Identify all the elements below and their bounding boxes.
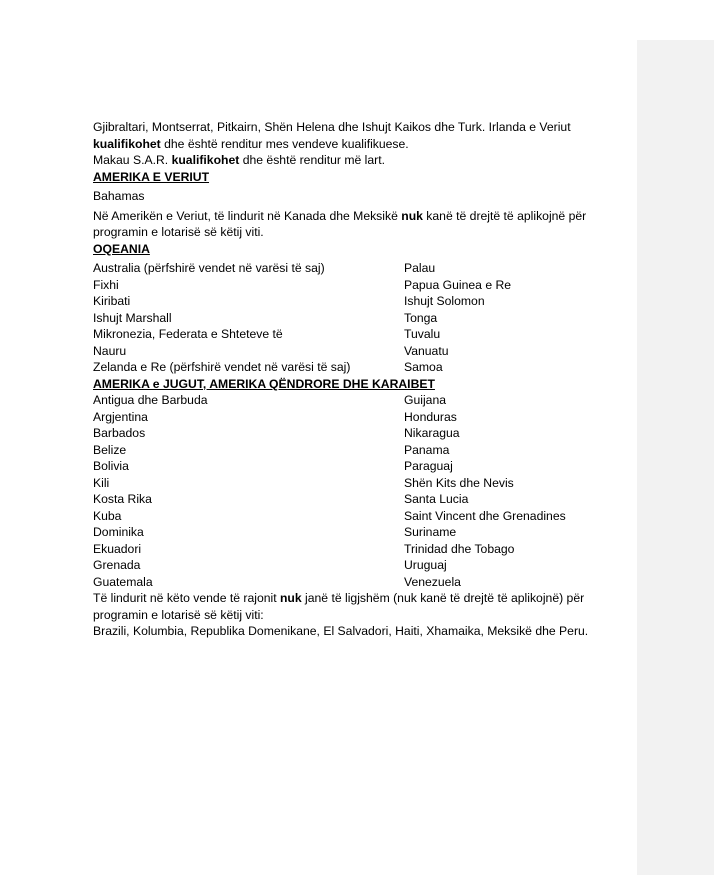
intro-bold: kualifikohet [93, 136, 161, 151]
list-item: Panama [404, 442, 450, 457]
excluded-countries: Brazili, Kolumbia, Republika Domenikane, El Salvadori, Haiti, Xhamaika, Meksikë dhe Peru. [93, 624, 589, 638]
intro-text: Gjibraltari, Montserrat, Pitkairn, Shën Helena dhe Ishujt Kaikos dhe Turk. Irlanda e Veriut [93, 120, 571, 134]
list-item: Ishujt Solomon [404, 294, 485, 308]
north-america-heading: AMERIKA E VERIUT [93, 169, 210, 184]
list-item: Palau [404, 261, 436, 275]
south-america-note [93, 590, 623, 623]
list-item: Suriname [404, 525, 457, 539]
south-america-note-text: Të lindurit në këto vende të rajonit [93, 591, 280, 605]
list-item: Argjentina [93, 409, 148, 424]
list-item: Uruguaj [404, 558, 447, 572]
list-item: Nikaragua [404, 426, 460, 440]
list-item: Guijana [404, 393, 447, 407]
list-item: Santa Lucia [404, 492, 469, 506]
macau-text: Makau S.A.R. [93, 153, 172, 167]
list-item: Antigua dhe Barbuda [93, 393, 208, 407]
oceania-right-column [404, 260, 623, 376]
list-item: Kosta Rika [93, 492, 152, 506]
oceania-left-column [93, 260, 404, 376]
list-item: Mikronezia, Federata e Shteteve të [93, 327, 283, 341]
comments-margin-pane [637, 40, 714, 875]
north-america-note-end: kanë të drejtë të aplikojnë për programin e lotarisë së këtij viti. [93, 208, 587, 239]
macau-bold: kualifikohet [171, 153, 240, 167]
list-item: Grenada [93, 558, 141, 572]
list-item: Bolivia [93, 459, 129, 473]
list-item: Australia (përfshirë vendet në varësi të saj) [93, 261, 325, 275]
list-item: Paraguaj [404, 459, 453, 473]
list-item: Kiribati [93, 294, 131, 308]
list-item: Belize [93, 442, 127, 457]
south-america-heading: AMERIKA e JUGUT, AMERIKA QËNDRORE DHE KARAIBET [93, 376, 435, 391]
list-item: Guatemala [93, 574, 153, 589]
north-america-country: Bahamas [93, 189, 145, 203]
list-item: Vanuatu [404, 343, 449, 358]
macau-paragraph [93, 152, 623, 169]
south-america-left-column [93, 392, 404, 590]
list-item: Dominika [93, 525, 144, 539]
intro-text-end: dhe është renditur mes vendeve kualifikuese. [160, 136, 409, 151]
list-item: Samoa [404, 360, 443, 374]
list-item: Honduras [404, 409, 457, 424]
macau-text-end: dhe është renditur më lart. [239, 153, 385, 167]
document-body [93, 119, 623, 640]
list-item: Kili [93, 475, 110, 490]
south-america-right-column [404, 392, 623, 590]
list-item: Barbados [93, 426, 146, 440]
list-item: Fixhi [93, 277, 119, 292]
list-item: Tonga [404, 310, 438, 325]
list-item: Nauru [93, 343, 127, 358]
oceania-heading: OQEANIA [93, 241, 150, 256]
list-item: Trinidad dhe Tobago [404, 541, 515, 556]
north-america-note-text: Në Amerikën e Veriut, të lindurit në Kanada dhe Meksikë [93, 208, 402, 223]
list-item: Kuba [93, 508, 122, 523]
list-item: Tuvalu [404, 327, 441, 341]
oceania-columns [93, 260, 623, 376]
north-america-note-bold: nuk [401, 208, 423, 223]
list-item: Zelanda e Re (përfshirë vendet në varësi të saj) [93, 360, 351, 374]
list-item: Ishujt Marshall [93, 310, 172, 325]
south-america-note-end: janë të ligjshëm (nuk kanë të drejtë të aplikojnë) për programin e lotarisë së këtij viti: [93, 591, 585, 622]
page-top-margin [0, 0, 714, 40]
south-america-note-bold: nuk [279, 591, 302, 605]
list-item: Saint Vincent dhe Grenadines [404, 508, 566, 523]
list-item: Ekuadori [93, 541, 142, 556]
list-item: Venezuela [404, 574, 461, 589]
list-item: Papua Guinea e Re [404, 277, 512, 292]
list-item: Shën Kits dhe Nevis [404, 475, 514, 490]
south-america-columns [93, 392, 623, 590]
north-america-note [93, 208, 623, 241]
intro-paragraph [93, 119, 623, 152]
